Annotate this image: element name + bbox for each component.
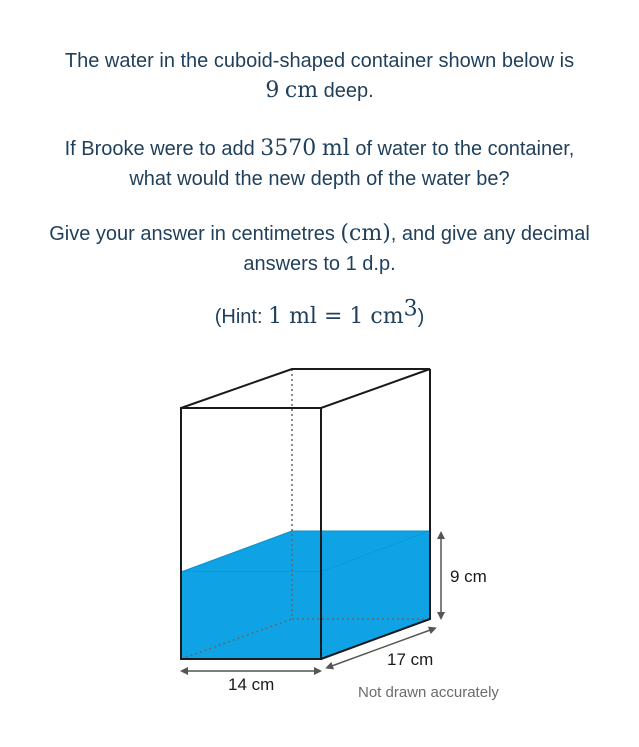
- line3-prefix: If Brooke were to add: [64, 138, 261, 160]
- not-drawn-accurately-note: Not drawn accurately: [358, 684, 499, 701]
- depth-value: 9: [265, 78, 280, 103]
- unit-paren: (cm): [340, 221, 391, 246]
- hint-equals: =: [316, 304, 350, 329]
- hint-suffix: ): [417, 306, 425, 328]
- depth-unit: cm: [284, 78, 319, 103]
- line3-suffix: of water to the container,: [349, 138, 575, 160]
- water-front-face: [181, 572, 321, 659]
- hint-prefix: (Hint:: [214, 306, 269, 328]
- hint-math-right: 1 cm: [349, 304, 404, 329]
- line4-text: what would the new depth of the water be?: [129, 168, 510, 190]
- width-label: 14 cm: [228, 675, 275, 694]
- hint-power: 3: [403, 296, 418, 322]
- hint-math-left: 1 ml: [268, 304, 317, 329]
- height-label: 9 cm: [450, 567, 487, 586]
- cuboid-top-face: [181, 369, 430, 408]
- depth-suffix: deep.: [318, 80, 374, 102]
- added-unit: ml: [321, 136, 350, 161]
- added-volume: 3570: [260, 136, 317, 161]
- line5-suffix: , and give any decimal: [390, 223, 590, 245]
- question-text: The water in the cuboid-shaped container shown below is: [64, 50, 575, 72]
- depth-label: 17 cm: [387, 650, 434, 669]
- line6-text: answers to 1 d.p.: [243, 253, 396, 275]
- line5-prefix: Give your answer in centimetres: [49, 223, 341, 245]
